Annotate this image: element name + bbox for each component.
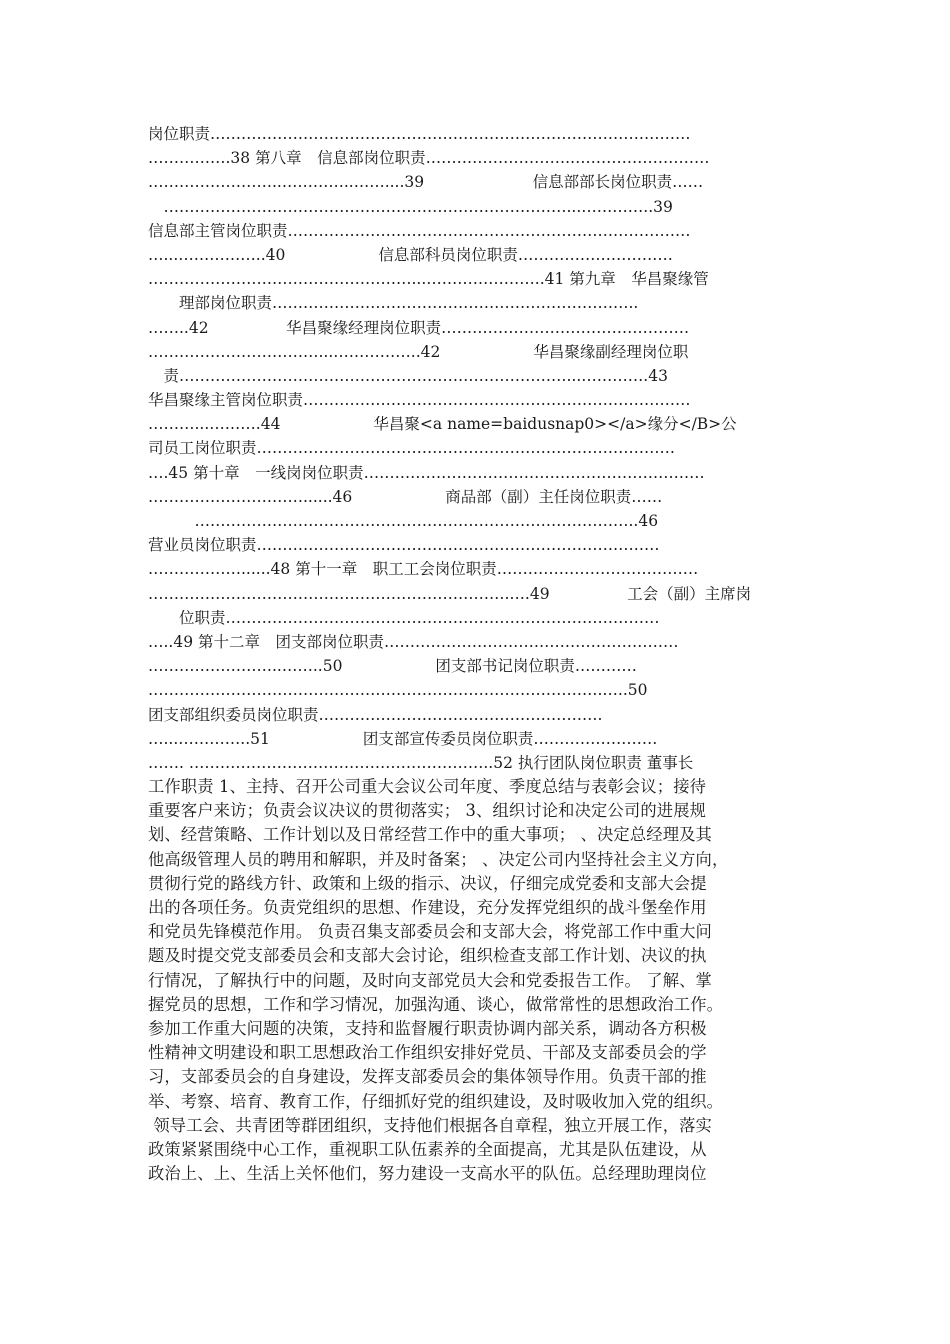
toc-line: …...……………..40 信息部科员岗位职责…………………………	[148, 245, 673, 264]
body-text-line: 政策紧紧围绕中心工作，重视职工队伍素养的全面提高，尤其是队伍建设，从	[148, 1139, 707, 1159]
toc-line: ………………......48 第十一章 职工工会岗位职责…………………………………	[148, 560, 699, 579]
toc-line: …..49 第十二章 团支部岗位职责…………………………………………………	[148, 632, 679, 651]
body-text-line: 习，支部委员会的自身建设，发挥支部委员会的集体领导作用。负责干部的推	[148, 1067, 707, 1087]
toc-line: 华昌聚缘主管岗位职责…………………………………………………………………	[148, 391, 691, 410]
body-text-line: 政治上、上、生活上关怀他们，努力建设一支高水平的队伍。总经理助理岗位	[148, 1164, 707, 1184]
body-text-line: 题及时提交党支部委员会和支部大会讨论，组织检查支部工作计划、决议的执	[148, 946, 707, 966]
toc-line: ….45 第十章 一线岗岗位职责…………………………………………………………	[148, 463, 705, 482]
toc-line: ……. …………………………………………………..52 执行团队岗位职责 董事长	[148, 753, 694, 772]
body-text-line: 出的各项任务。负责党组织的思想、作建设，充分发挥党组织的战斗堡垒作用	[148, 898, 707, 917]
toc-line: 岗位职责…………………………………………………………………………………	[148, 125, 691, 143]
toc-line: 信息部主管岗位职责……………………………………………………………………	[148, 221, 691, 240]
toc-line: ……..42 华昌聚缘经理岗位职责…………………………………………	[148, 318, 690, 337]
toc-line: 司员工岗位职责………………………………………………………………………	[148, 439, 676, 458]
body-text-line: 性精神文明建设和职工思想政治工作组织安排好党员、干部及支部委员会的学	[148, 1043, 707, 1063]
toc-line: 位职责…………………………………………………………………………	[148, 608, 660, 627]
body-text-line: 他高级管理人员的聘用和解职，并及时备案； 、决定公司内坚持社会主义方向，	[148, 849, 729, 869]
toc-line: ……………………………………………………………………...…………..39	[148, 197, 673, 216]
body-text-line: 举、考察、培育、教育工作，仔细抓好党的组织建设，及时吸收加入党的组织。	[148, 1091, 724, 1111]
body-text-line: 划、经营策略、工作计划以及日常经营工作中的重大事项； 、决定总经理及其	[148, 825, 712, 845]
toc-line: ……………………………………………...…………………..41 第九章 华昌聚缘管	[148, 270, 709, 289]
toc-line: …………………………………………………………………………….…..50	[148, 681, 648, 700]
toc-line: ……………………………...……………..42 华昌聚缘副经理岗位职	[148, 342, 689, 361]
body-text-line: 工作职责 1、主持、召开公司重大会议公司年度、季度总结与表彰会议；接待	[148, 777, 707, 797]
toc-line: ……………………..…………..……....39 信息部部长岗位职责……	[148, 173, 704, 192]
body-text-line: 和党员先锋模范作用。 负责召集支部委员会和支部大会，将党部工作中重大问	[148, 922, 712, 942]
toc-line: …………………………………………………………….….49 工会（副）主席岗	[148, 584, 752, 603]
body-text-line: 重要客户来访；负责会议决议的贯彻落实； 3、组织讨论和决定公司的进展规	[148, 801, 707, 821]
toc-line: 团支部组织委员岗位职责……………………………………………….	[148, 705, 603, 724]
toc-line: 营业员岗位职责……………………………………………………………………	[148, 536, 660, 555]
toc-line: 理部岗位职责……………………………………………………………..	[148, 294, 639, 313]
toc-line: ……………………..……..50 团支部书记岗位职责…………	[148, 657, 637, 676]
document-page	[148, 122, 808, 1186]
toc-line: ………...……….44 华昌聚<a name=baidusnap0></a>缘分</B>公	[148, 415, 737, 434]
toc-line: …...…………..51 团支部宣传委员岗位职责……………………	[148, 729, 658, 748]
toc-line: 责…………………………………………………………………...………….43	[148, 366, 668, 385]
body-text-line: 贯彻行党的路线方针、政策和上级的指示、决议，仔细完成党委和支部大会提	[148, 873, 707, 893]
body-text-line: 行情况，了解执行中的问题，及时向支部党员大会和党委报告工作。 了解、掌	[148, 970, 712, 990]
toc-line: …………………………………………………………………………..46	[148, 512, 659, 530]
body-text-line: 参加工作重大问题的决策，支持和监督履行职责协调内部关系，调动各方积极	[148, 1018, 707, 1038]
body-text-line: 握党员的思想，工作和学习情况，加强沟通、谈心，做常常性的思想政治工作。	[148, 994, 724, 1014]
body-text-line: 领导工会、共青团等群团组织，支持他们根据各自章程，独立开展工作，落实	[148, 1115, 712, 1135]
toc-line: …………….38 第八章 信息部岗位职责……………………….………………………	[148, 149, 710, 168]
toc-line: …………………………......46 商品部（副）主任岗位职责……	[148, 487, 663, 506]
